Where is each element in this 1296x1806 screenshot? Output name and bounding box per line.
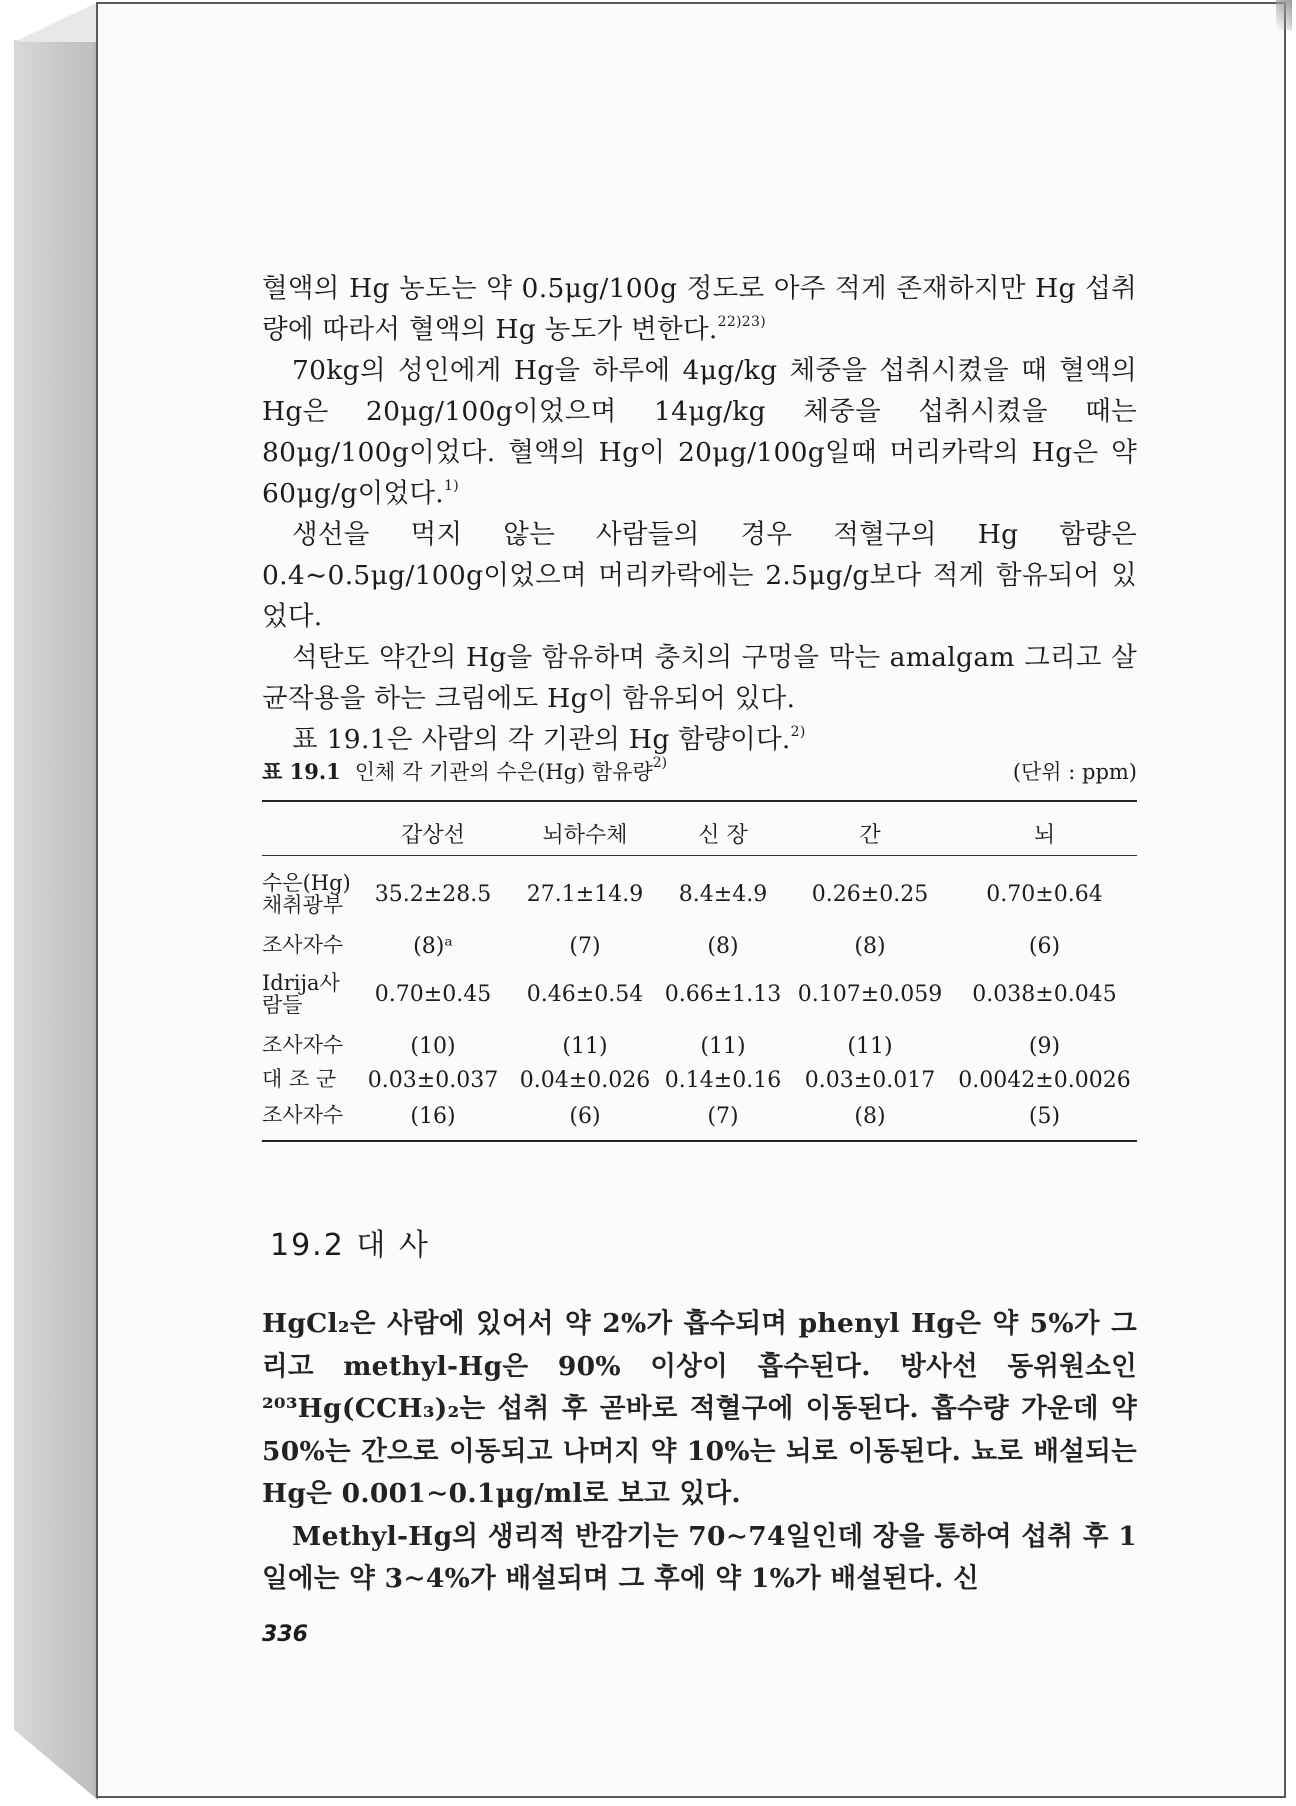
book-spine-edge bbox=[14, 40, 98, 1800]
paragraph-1: 혈액의 Hg 농도는 약 0.5μg/100g 정도로 아주 적게 존재하지만 Hg 섭취량에 따라서 혈액의 Hg 농도가 변한다.$^{22)23)}$ bbox=[262, 273, 1137, 345]
page-corner-shadow bbox=[1276, 0, 1292, 30]
column-header: 뇌 bbox=[1033, 823, 1056, 848]
paragraph-4: 석탄도 약간의 Hg을 함유하며 충치의 구멍을 막는 amalgam 그리고 살균작용을 하는 크림에도 Hg이 함유되어 있다. bbox=[262, 642, 1137, 714]
table-row: 조사자수 (8)ᵃ (7) (8) (8) (6) bbox=[262, 933, 1061, 959]
table-unit: (단위 : ppm) bbox=[1012, 760, 1137, 784]
table-top-rule bbox=[262, 800, 1137, 802]
table-row: 조사자수 (16) (6) (7) (8) (5) bbox=[262, 1103, 1061, 1129]
column-header: 갑상선 bbox=[401, 823, 465, 848]
book-top-edge bbox=[14, 2, 98, 42]
table-row: 대 조 군 0.03±0.037 0.04±0.026 0.14±0.16 0.03±0.017 0.0042±0.0026 bbox=[262, 1067, 1131, 1093]
table-header-rule bbox=[262, 855, 1137, 856]
table-row: 조사자수 (10) (11) (11) (11) (9) bbox=[262, 1033, 1061, 1059]
table-title: 표 19.1 인체 각 기관의 수은(Hg) 함유량$^{2)}$ bbox=[262, 755, 668, 784]
paragraph-7: Methyl-Hg의 생리적 반감기는 70∼74일인데 장을 통하여 섭취 후 1일에는 약 3∼4%가 배설되며 그 후에 약 1%가 배설된다. 신 bbox=[262, 1520, 1137, 1594]
page-number: 336 bbox=[262, 1622, 308, 1647]
paragraph-5: 표 19.1은 사람의 각 기관의 Hg 함량이다.$^{2)}$ bbox=[292, 724, 806, 755]
table-caption bbox=[262, 756, 1137, 786]
table-header-row bbox=[262, 818, 1137, 854]
column-header: 간 bbox=[859, 823, 881, 848]
body-text-top bbox=[262, 268, 1137, 760]
body-text-bottom bbox=[262, 1303, 1137, 1601]
section-heading: 19.2 대 사 bbox=[270, 1228, 430, 1263]
column-header: 신 장 bbox=[698, 823, 748, 848]
paragraph-3: 생선을 먹지 않는 사람들의 경우 적혈구의 Hg 함량은 0.4∼0.5μg/100g이었으며 머리카락에는 2.5μg/g보다 적게 함유되어 있었다. bbox=[262, 519, 1137, 632]
paragraph-2: 70kg의 성인에게 Hg을 하루에 4μg/kg 체중을 섭취시켰을 때 혈액의 Hg은 20μg/100g이었으며 14μg/kg 체중을 섭취시켰을 때는 80μg/100g이었다. 혈액의 Hg이 20μg/100g일때 머리카락의 Hg은 약 60μg/g이었다.$^{1)}$ bbox=[262, 355, 1137, 509]
column-header: 뇌하수체 bbox=[542, 823, 628, 848]
table-row: 수은(Hg) 채취광부 35.2±28.5 27.1±14.9 8.4±4.9 0.26±0.25 0.70±0.64 bbox=[262, 871, 1103, 917]
table-bottom-rule bbox=[262, 1140, 1137, 1142]
table-row: Idrija사람들 0.70±0.45 0.46±0.54 0.66±1.13 0.107±0.059 0.038±0.045 bbox=[262, 971, 1117, 1017]
paragraph-6: HgCl₂은 사람에 있어서 약 2%가 흡수되며 phenyl Hg은 약 5%가 그리고 methyl-Hg은 90% 이상이 흡수된다. 방사선 동위원소인 ²⁰³Hg(CCH₃)₂는 섭취 후 곧바로 적혈구에 이동된다. 흡수량 가운데 약 50%는 간으로 이동되고 나머지 약 10%는 뇌로 이동된다. 뇨로 배설되는 Hg은 0.001∼0.1μg/ml로 보고 있다. bbox=[262, 1308, 1137, 1509]
